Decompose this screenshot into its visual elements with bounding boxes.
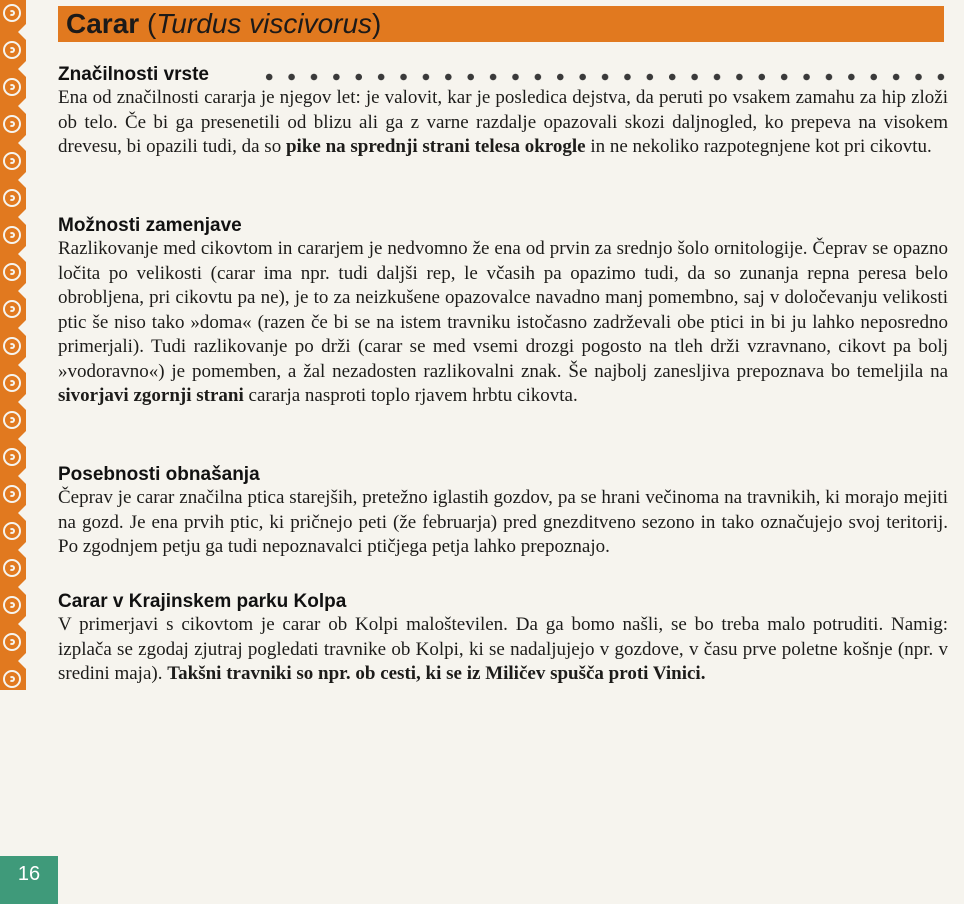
- section-heading: Posebnosti obnašanja: [58, 464, 260, 485]
- body-bold-text: Takšni travniki so npr. ob cesti, ki se iz Miličev spušča proti Vinici.: [167, 663, 706, 684]
- title-paren-close: ): [372, 8, 382, 39]
- border-notch: [18, 468, 26, 484]
- swirl-ornament-icon: [3, 337, 21, 355]
- swirl-ornament-icon: [3, 559, 21, 577]
- border-notch: [18, 24, 26, 40]
- swirl-ornament-icon: [3, 115, 21, 133]
- decorative-border-strip: [0, 0, 26, 690]
- border-notch: [18, 61, 26, 77]
- swirl-ornament-icon: [3, 374, 21, 392]
- section-heading: Carar v Krajinskem parku Kolpa: [58, 591, 347, 612]
- swirl-ornament-icon: [3, 485, 21, 503]
- body-text: Ena od značilnosti cararja je njegov let: je valovit, kar je posledica dejstva, da peruti po vsakem zamahu za hip zloži ob telo. Če bi ga presenetili od blizu ali ga z varne razdalje opazovali skozi daljnogled, ko prepeva na visokem drevesu, bi opazili tudi, da so: [58, 87, 948, 157]
- swirl-ornament-icon: [3, 596, 21, 614]
- swirl-ornament-icon: [3, 152, 21, 170]
- swirl-ornament-icon: [3, 522, 21, 540]
- swirl-ornament-icon: [3, 4, 21, 22]
- section-body: [58, 613, 948, 687]
- body-bold-text: sivorjavi zgornji strani: [58, 385, 244, 406]
- section-body: [58, 486, 948, 560]
- section-heading: Možnosti zamenjave: [58, 215, 242, 236]
- body-text: in ne nekoliko razpotegnjene kot pri cikovtu.: [585, 136, 932, 157]
- body-text: Razlikovanje med cikovtom in cararjem je nedvomno že ena od prvin za srednjo šolo ornitologije. Čeprav se opazno ločita po velikosti (carar ima npr. tudi daljši rep, le včasih pa opazimo tudi, da so zunanja repna peresa belo obrobljena, pri cikovtu pa ne), je to za neizkušene opazovalce navadno manj pomembno, saj v določevanju velikosti ptic še niso tako »doma« (razen če bi se na istem travniku istočasno zadrževali obe ptici in bi ju lahko neposredno primerjali). Tudi razlikovanje po drži (carar se med vsemi drozgi pogosto na tleh drži vzravnano, cikovt pa bolj »vodoravno«) je pomemben, a žal nezadosten razlikovalni znak. Še najbolj zanesljiva prepoznava bo temeljila na: [58, 238, 948, 382]
- border-notch: [18, 135, 26, 151]
- border-notch: [18, 283, 26, 299]
- body-text: V primerjavi s cikovtom je carar ob Kolpi maloštevilen. Da ga bomo našli, se bo treba malo potruditi. Namig: izplača se zgodaj zjutraj pogledati travnike ob Kolpi, ki se nadaljujejo v gozdove, v času prve poletne košnje (npr. v sredini maja).: [58, 614, 948, 684]
- border-notch: [18, 246, 26, 262]
- title-scientific-name: Turdus viscivorus: [156, 8, 373, 39]
- border-notch: [18, 357, 26, 373]
- section-body: [58, 86, 948, 160]
- swirl-ornament-icon: [3, 263, 21, 281]
- swirl-ornament-icon: [3, 41, 21, 59]
- title-paren-open: (: [139, 8, 157, 39]
- border-notch: [18, 542, 26, 558]
- border-notch: [18, 98, 26, 114]
- border-notch: [18, 505, 26, 521]
- dotted-divider: [258, 72, 958, 82]
- body-text: cararja nasproti toplo rjavem hrbtu cikovta.: [243, 385, 578, 406]
- border-notch: [18, 172, 26, 188]
- body-bold-text: pike na sprednji strani telesa okrogle: [285, 136, 586, 157]
- page-number: 16: [0, 856, 58, 904]
- swirl-ornament-icon: [3, 189, 21, 207]
- section-characteristics: [58, 64, 948, 160]
- body-text: Čeprav je carar značilna ptica starejših, pretežno iglastih gozdov, pa se hrani večinoma na travnikih, ki morajo mejiti na gozd. Je ena prvih ptic, ki pričnejo peti (že februarja) pred gnezditveno sezono in tako označujejo svoj teritorij. Po zgodnjem petju ga tudi nepoznavalci ptičjega petja lahko prepoznajo.: [58, 487, 948, 557]
- section-behaviour: [58, 464, 948, 560]
- title-common-name: Carar: [66, 8, 140, 39]
- swirl-ornament-icon: [3, 300, 21, 318]
- border-notch: [18, 209, 26, 225]
- section-heading: Značilnosti vrste: [58, 64, 209, 85]
- border-notch: [18, 320, 26, 336]
- border-notch: [18, 431, 26, 447]
- section-kolpa-park: [58, 591, 948, 687]
- border-notch: [18, 616, 26, 632]
- swirl-ornament-icon: [3, 448, 21, 466]
- section-body: [58, 237, 948, 409]
- swirl-ornament-icon: [3, 411, 21, 429]
- page-title: [66, 7, 381, 41]
- border-notch: [18, 394, 26, 410]
- border-notch: [18, 579, 26, 595]
- swirl-ornament-icon: [3, 226, 21, 244]
- swirl-ornament-icon: [3, 670, 21, 688]
- swirl-ornament-icon: [3, 633, 21, 651]
- border-notch: [18, 653, 26, 669]
- swirl-ornament-icon: [3, 78, 21, 96]
- section-confusion-species: [58, 215, 948, 409]
